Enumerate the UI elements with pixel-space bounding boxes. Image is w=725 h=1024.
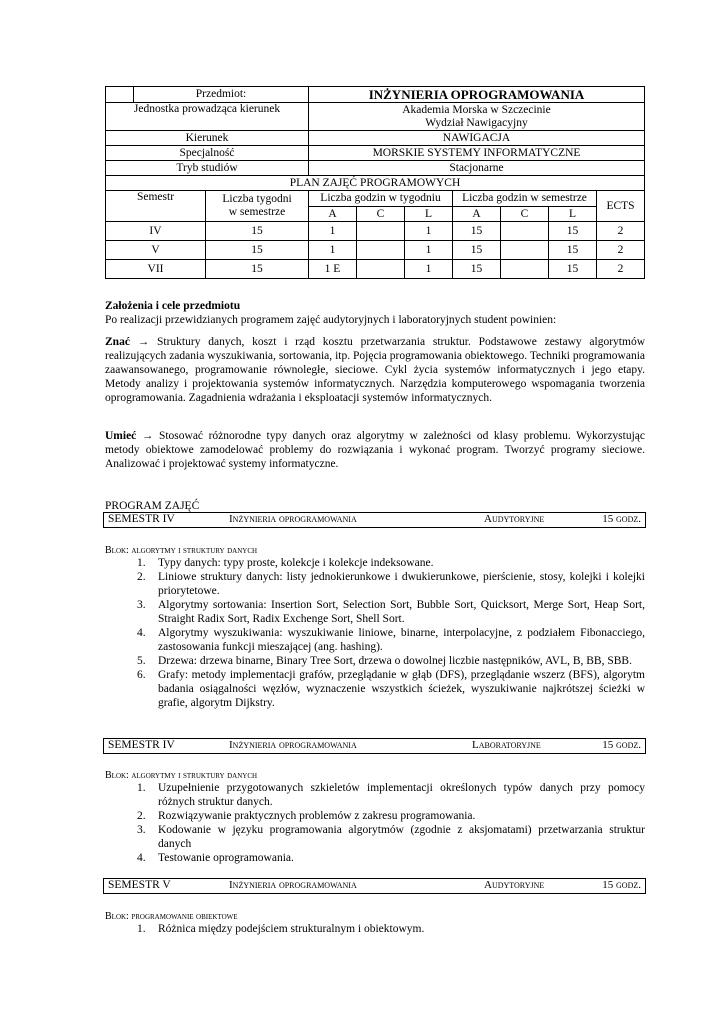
item-number: 4. (137, 852, 146, 864)
przedmiot-value: INŻYNIERIA OPROGRAMOWANIA (309, 87, 645, 103)
umiec-label: Umieć (105, 430, 137, 442)
col-tygodnie-2: w semestrze (228, 206, 286, 218)
item-number: 6. (137, 669, 146, 681)
list-item (105, 922, 645, 936)
znac-text: Struktury danych, koszt i rząd kosztu przetwarzania struktur. Podstawowe zestawy algorytmów realizujących zadania wyszukiwania, sortowania, itp. Pojęcia programowania obiektowego. Techniki programowania zaawansowanego, programowanie równoległe, sieciowe. Cykl życia systemów informatycznych i jego etapy. Metody analizy i projektowania systemów informatycznych. Narzędzia komputerowego wspomagania tworzenia oprogramowania. Zagadnienia wdrażania i eksploatacji systemów informatycznych. (105, 336, 645, 404)
list-item (105, 570, 645, 598)
item-number: 4. (137, 627, 146, 639)
type-label: Audytoryjne (484, 879, 545, 891)
row-sem-l: 15 (549, 222, 597, 241)
semester-bar (103, 878, 646, 894)
item-text: Typy danych: typy proste, kolekcje i kolekcje indeksowane. (158, 557, 434, 569)
block-title: Blok: algorytmy i struktury danych (105, 545, 258, 556)
row-tyg-c (357, 241, 405, 260)
jednostka-value (309, 103, 645, 131)
row-tyg-l: 1 (405, 222, 453, 241)
goals-title: Założenia i cele przedmiotu (105, 300, 241, 312)
row-sem-l: 15 (549, 241, 597, 260)
row-sem-a: 15 (453, 222, 501, 241)
item-number: 3. (137, 599, 146, 611)
row-ects: 2 (597, 241, 645, 260)
item-text: Różnica między podejściem strukturalnym i obiektowym. (158, 923, 425, 935)
sub-l: L (549, 207, 597, 222)
program-title: PROGRAM ZAJĘĆ (105, 500, 200, 512)
course-label: Inżynieria oprogramowania (229, 739, 357, 751)
item-number: 3. (137, 824, 146, 836)
plan-title: PLAN ZAJĘĆ PROGRAMOWYCH (106, 176, 645, 191)
item-text: Kodowanie w języku programowania algorytmów (zgodnie z aksjomatami) przetwarzania struktur danych (158, 824, 645, 850)
specjalnosc-label: Specjalność (106, 146, 309, 161)
sub-c: C (501, 207, 549, 222)
row-sem-a: 15 (453, 260, 501, 279)
row-tygodnie: 15 (206, 222, 309, 241)
list-item (105, 809, 645, 823)
semester-label: SEMESTR IV (108, 513, 175, 525)
item-text: Uzupełnienie przygotowanych szkieletów implementacji określonych typów danych przy pomocy różnych struktur danych. (158, 782, 645, 808)
specjalnosc-value: MORSKIE SYSTEMY INFORMATYCZNE (309, 146, 645, 161)
przedmiot-label: Przedmiot: (134, 87, 309, 103)
list-item (105, 556, 645, 570)
row-sem-l: 15 (549, 260, 597, 279)
list-item (105, 654, 645, 668)
item-number: 2. (137, 571, 146, 583)
row-ects: 2 (597, 260, 645, 279)
list-item (105, 781, 645, 809)
list-item (105, 626, 645, 654)
type-label: Audytoryjne (484, 513, 545, 525)
block-title: Blok: programowanie obiektowe (105, 911, 238, 922)
course-info-table (105, 86, 645, 279)
kierunek-label: Kierunek (106, 131, 309, 146)
hours-label: 15 godz. (602, 879, 641, 891)
item-number: 5. (137, 655, 146, 667)
col-godz-sem: Liczba godzin w semestrze (453, 191, 597, 207)
list-item (105, 851, 645, 865)
row-tyg-a: 1 (309, 222, 357, 241)
topic-list (105, 781, 645, 865)
row-tyg-a: 1 (309, 241, 357, 260)
course-label: Inżynieria oprogramowania (229, 879, 357, 891)
tryb-value: Stacjonarne (309, 161, 645, 176)
znac-paragraph (105, 335, 645, 405)
item-text: Rozwiązywanie praktycznych problemów z zakresu programowania. (158, 810, 476, 822)
umiec-paragraph (105, 429, 645, 471)
goals-section (105, 299, 645, 327)
col-ects: ECTS (597, 191, 645, 222)
znac-label: Znać (105, 336, 130, 348)
arrow-icon: → (137, 336, 150, 348)
sub-l: L (405, 207, 453, 222)
row-sem-a: 15 (453, 241, 501, 260)
item-text: Algorytmy sortowania: Insertion Sort, Selection Sort, Bubble Sort, Quicksort, Merge Sort, Heap Sort, Straight Radix Sort, Radix Exchenge Sort, Shell Sort. (158, 599, 645, 625)
arrow-icon: → (141, 430, 154, 442)
tryb-label: Tryb studiów (106, 161, 309, 176)
list-item (105, 823, 645, 851)
item-text: Grafy: metody implementacji grafów, przeglądanie w głąb (DFS), przeglądanie wszerz (BFS), algorytm badania osiągalności węzłów, wyznaczenie wszystkich ścieżek, wyszukiwanie najkrótszej ścieżki w grafie, algorytm Dijkstry. (158, 669, 645, 709)
item-number: 1. (137, 923, 146, 935)
row-sem-c (501, 260, 549, 279)
item-text: Drzewa: drzewa binarne, Binary Tree Sort, drzewa o dowolnej liczbie następników, AVL, B, BB, SBB. (158, 655, 632, 667)
semester-bar (103, 738, 646, 754)
row-tygodnie: 15 (206, 260, 309, 279)
item-text: Algorytmy wyszukiwania: wyszukiwanie liniowe, binarne, interpolacyjne, z podziałem Fibonacciego, zastosowania funkcji mieszającej (ang. hashing). (158, 627, 645, 653)
hours-label: 15 godz. (602, 739, 641, 751)
list-item (105, 668, 645, 710)
item-text: Liniowe struktury danych: listy jednokierunkowe i dwukierunkowe, pierścienie, stosy, kolejki i kolejki priorytetowe. (158, 571, 645, 597)
type-label: Laboratoryjne (472, 739, 541, 751)
hours-label: 15 godz. (602, 513, 641, 525)
block-title: Blok: algorytmy i struktury danych (105, 770, 258, 781)
row-semestr: VII (106, 260, 206, 279)
row-tyg-c (357, 260, 405, 279)
row-tyg-l: 1 (405, 241, 453, 260)
row-tyg-a: 1 E (309, 260, 357, 279)
semester-label: SEMESTR V (108, 879, 171, 891)
sub-a: A (309, 207, 357, 222)
goals-intro: Po realizacji przewidzianych programem zajęć audytoryjnych i laboratoryjnych student powinien: (105, 314, 557, 326)
col-tygodnie (206, 191, 309, 222)
row-sem-c (501, 222, 549, 241)
topic-list (105, 556, 645, 710)
row-ects: 2 (597, 222, 645, 241)
row-tyg-l: 1 (405, 260, 453, 279)
jednostka-line2: Wydział Nawigacyjny (425, 116, 528, 129)
jednostka-line1: Akademia Morska w Szczecinie (402, 103, 551, 116)
row-semestr: IV (106, 222, 206, 241)
list-item (105, 598, 645, 626)
col-godz-tyg: Liczba godzin w tygodniu (309, 191, 453, 207)
table-row (106, 241, 645, 260)
item-number: 1. (137, 557, 146, 569)
sub-c: C (357, 207, 405, 222)
umiec-text: Stosować różnorodne typy danych oraz algorytmy w zależności od klasy problemu. Wykorzystując metody obiektowe zamodelować problemy do rozwiązania i wykonać program. Tworzyć programy sieciowe. Analizować i projektować systemy informatyczne. (105, 430, 645, 470)
item-text: Testowanie oprogramowania. (158, 852, 294, 864)
topic-list (105, 922, 645, 936)
item-number: 2. (137, 810, 146, 822)
row-semestr: V (106, 241, 206, 260)
course-label: Inżynieria oprogramowania (229, 513, 357, 525)
semester-label: SEMESTR IV (108, 739, 175, 751)
jednostka-label: Jednostka prowadząca kierunek (106, 103, 309, 131)
col-tygodnie-1: Liczba tygodni (222, 193, 292, 205)
row-sem-c (501, 241, 549, 260)
row-tygodnie: 15 (206, 241, 309, 260)
semester-bar (103, 512, 646, 528)
table-row (106, 260, 645, 279)
item-number: 1. (137, 782, 146, 794)
col-semestr: Semestr (106, 191, 206, 222)
sub-a: A (453, 207, 501, 222)
kierunek-value: NAWIGACJA (309, 131, 645, 146)
row-tyg-c (357, 222, 405, 241)
table-row (106, 222, 645, 241)
